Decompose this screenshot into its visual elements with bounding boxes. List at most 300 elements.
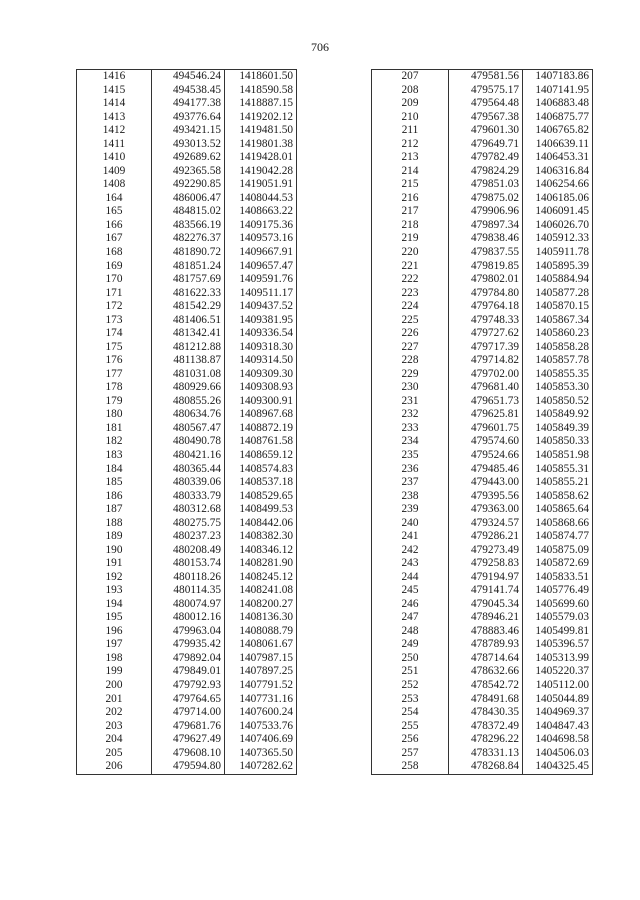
y-coordinate-cell: 1409318.30 [225,341,297,355]
x-coordinate-cell: 479838.46 [449,232,523,246]
table-row [372,544,593,558]
x-coordinate-cell: 480237.23 [152,530,225,544]
point-number-cell: 256 [372,733,449,747]
x-coordinate-cell: 481890.72 [152,246,225,260]
y-coordinate-cell: 1408529.65 [225,489,297,503]
x-coordinate-cell: 493421.15 [152,124,225,138]
y-coordinate-cell: 1405870.15 [523,300,593,314]
y-coordinate-cell: 1408967.68 [225,408,297,422]
table-row [77,584,297,598]
point-number-cell: 200 [77,679,152,693]
table-row [77,151,297,165]
point-number-cell: 215 [372,178,449,192]
point-number-cell: 190 [77,544,152,558]
x-coordinate-cell: 479625.81 [449,408,523,422]
table-row [372,192,593,206]
table-row [372,489,593,503]
table-row [77,611,297,625]
table-row [77,720,297,734]
x-coordinate-cell: 479764.65 [152,692,225,706]
x-coordinate-cell: 480855.26 [152,395,225,409]
point-number-cell: 206 [77,760,152,774]
page-number: 706 [311,40,329,54]
y-coordinate-cell: 1408281.90 [225,557,297,571]
table-row [372,517,593,531]
x-coordinate-cell: 478883.46 [449,625,523,639]
x-coordinate-cell: 479363.00 [449,503,523,517]
x-coordinate-cell: 479764.18 [449,300,523,314]
x-coordinate-cell: 481406.51 [152,314,225,328]
table-row [77,70,297,84]
table-row [372,327,593,341]
table-row [372,124,593,138]
point-number-cell: 240 [372,517,449,531]
x-coordinate-cell: 479194.97 [449,571,523,585]
x-coordinate-cell: 479837.55 [449,246,523,260]
table-row [77,435,297,449]
table-row [77,341,297,355]
x-coordinate-cell: 479681.76 [152,720,225,734]
table-row [77,476,297,490]
x-coordinate-cell: 479935.42 [152,638,225,652]
point-number-cell: 223 [372,287,449,301]
x-coordinate-cell: 479651.73 [449,395,523,409]
point-number-cell: 186 [77,489,152,503]
table-row [77,97,297,111]
y-coordinate-cell: 1409573.16 [225,232,297,246]
point-number-cell: 171 [77,287,152,301]
table-row [77,760,297,774]
y-coordinate-cell: 1408872.19 [225,422,297,436]
table-row [372,476,593,490]
y-coordinate-cell: 1409309.30 [225,368,297,382]
point-number-cell: 227 [372,341,449,355]
table-row [77,327,297,341]
y-coordinate-cell: 1405849.39 [523,422,593,436]
y-coordinate-cell: 1405579.03 [523,611,593,625]
point-number-cell: 208 [372,84,449,98]
y-coordinate-cell: 1405858.62 [523,489,593,503]
y-coordinate-cell: 1405112.00 [523,679,593,693]
y-coordinate-cell: 1409175.36 [225,219,297,233]
x-coordinate-cell: 479714.00 [152,706,225,720]
y-coordinate-cell: 1409300.91 [225,395,297,409]
x-coordinate-cell: 479273.49 [449,544,523,558]
x-coordinate-cell: 493013.52 [152,138,225,152]
point-number-cell: 1416 [77,70,152,84]
point-number-cell: 180 [77,408,152,422]
point-number-cell: 1410 [77,151,152,165]
x-coordinate-cell: 480312.68 [152,503,225,517]
table-row [372,408,593,422]
point-number-cell: 1409 [77,165,152,179]
x-coordinate-cell: 479727.62 [449,327,523,341]
x-coordinate-cell: 479581.56 [449,70,523,84]
point-number-cell: 176 [77,354,152,368]
y-coordinate-cell: 1409667.91 [225,246,297,260]
x-coordinate-cell: 480118.26 [152,571,225,585]
point-number-cell: 204 [77,733,152,747]
y-coordinate-cell: 1405865.64 [523,503,593,517]
table-row [372,368,593,382]
y-coordinate-cell: 1405396.57 [523,638,593,652]
x-coordinate-cell: 479395.56 [449,489,523,503]
point-number-cell: 253 [372,692,449,706]
table-row [372,205,593,219]
table-row [77,679,297,693]
x-coordinate-cell: 479567.38 [449,111,523,125]
x-coordinate-cell: 478430.35 [449,706,523,720]
point-number-cell: 236 [372,462,449,476]
table-row [372,259,593,273]
table-row [372,692,593,706]
point-number-cell: 232 [372,408,449,422]
x-coordinate-cell: 479627.49 [152,733,225,747]
y-coordinate-cell: 1405855.31 [523,462,593,476]
y-coordinate-cell: 1405833.51 [523,571,593,585]
x-coordinate-cell: 479714.82 [449,354,523,368]
x-coordinate-cell: 484815.02 [152,205,225,219]
y-coordinate-cell: 1409381.95 [225,314,297,328]
x-coordinate-cell: 479141.74 [449,584,523,598]
point-number-cell: 210 [372,111,449,125]
point-number-cell: 165 [77,205,152,219]
x-coordinate-cell: 478789.93 [449,638,523,652]
table-row [372,273,593,287]
y-coordinate-cell: 1407406.69 [225,733,297,747]
x-coordinate-cell: 480490.78 [152,435,225,449]
y-coordinate-cell: 1408044.53 [225,192,297,206]
table-row [77,273,297,287]
x-coordinate-cell: 479892.04 [152,652,225,666]
point-number-cell: 205 [77,747,152,761]
point-number-cell: 247 [372,611,449,625]
table-row [77,625,297,639]
point-number-cell: 194 [77,598,152,612]
point-number-cell: 233 [372,422,449,436]
table-row [77,111,297,125]
x-coordinate-cell: 481757.69 [152,273,225,287]
point-number-cell: 169 [77,259,152,273]
point-number-cell: 230 [372,381,449,395]
coordinate-table-right-body [372,70,593,775]
point-number-cell: 251 [372,665,449,679]
x-coordinate-cell: 480114.35 [152,584,225,598]
y-coordinate-cell: 1404325.45 [523,760,593,774]
x-coordinate-cell: 479782.49 [449,151,523,165]
point-number-cell: 167 [77,232,152,246]
point-number-cell: 249 [372,638,449,652]
table-row [77,638,297,652]
point-number-cell: 213 [372,151,449,165]
y-coordinate-cell: 1408659.12 [225,449,297,463]
point-number-cell: 258 [372,760,449,774]
x-coordinate-cell: 479897.34 [449,219,523,233]
point-number-cell: 185 [77,476,152,490]
point-number-cell: 234 [372,435,449,449]
y-coordinate-cell: 1404969.37 [523,706,593,720]
point-number-cell: 184 [77,462,152,476]
point-number-cell: 211 [372,124,449,138]
point-number-cell: 231 [372,395,449,409]
x-coordinate-cell: 494538.45 [152,84,225,98]
table-row [77,259,297,273]
y-coordinate-cell: 1407183.86 [523,70,593,84]
point-number-cell: 196 [77,625,152,639]
table-row [77,219,297,233]
y-coordinate-cell: 1408761.58 [225,435,297,449]
x-coordinate-cell: 479851.03 [449,178,523,192]
y-coordinate-cell: 1408382.30 [225,530,297,544]
x-coordinate-cell: 478331.13 [449,747,523,761]
y-coordinate-cell: 1407600.24 [225,706,297,720]
y-coordinate-cell: 1419428.01 [225,151,297,165]
y-coordinate-cell: 1406875.77 [523,111,593,125]
table-row [372,422,593,436]
point-number-cell: 193 [77,584,152,598]
table-row [372,435,593,449]
point-number-cell: 1414 [77,97,152,111]
point-number-cell: 220 [372,246,449,260]
table-row [77,138,297,152]
y-coordinate-cell: 1419202.12 [225,111,297,125]
table-row [77,422,297,436]
table-row [77,368,297,382]
table-row [372,571,593,585]
point-number-cell: 198 [77,652,152,666]
y-coordinate-cell: 1408537.18 [225,476,297,490]
y-coordinate-cell: 1407791.52 [225,679,297,693]
point-number-cell: 218 [372,219,449,233]
point-number-cell: 170 [77,273,152,287]
x-coordinate-cell: 479601.75 [449,422,523,436]
x-coordinate-cell: 480339.06 [152,476,225,490]
y-coordinate-cell: 1405855.35 [523,368,593,382]
y-coordinate-cell: 1404847.43 [523,720,593,734]
y-coordinate-cell: 1405220.37 [523,665,593,679]
table-row [77,517,297,531]
table-row [372,665,593,679]
table-row [372,341,593,355]
point-number-cell: 248 [372,625,449,639]
table-row [77,287,297,301]
table-row [372,314,593,328]
point-number-cell: 244 [372,571,449,585]
x-coordinate-cell: 481342.41 [152,327,225,341]
table-row [77,747,297,761]
x-coordinate-cell: 480275.75 [152,517,225,531]
point-number-cell: 174 [77,327,152,341]
y-coordinate-cell: 1418887.15 [225,97,297,111]
point-number-cell: 197 [77,638,152,652]
x-coordinate-cell: 479819.85 [449,259,523,273]
point-number-cell: 183 [77,449,152,463]
x-coordinate-cell: 479324.57 [449,517,523,531]
table-row [372,720,593,734]
x-coordinate-cell: 493776.64 [152,111,225,125]
table-row [77,300,297,314]
x-coordinate-cell: 479575.17 [449,84,523,98]
point-number-cell: 201 [77,692,152,706]
y-coordinate-cell: 1408663.22 [225,205,297,219]
point-number-cell: 246 [372,598,449,612]
y-coordinate-cell: 1405776.49 [523,584,593,598]
y-coordinate-cell: 1405912.33 [523,232,593,246]
point-number-cell: 1412 [77,124,152,138]
point-number-cell: 199 [77,665,152,679]
y-coordinate-cell: 1418590.58 [225,84,297,98]
table-row [372,84,593,98]
x-coordinate-cell: 479824.29 [449,165,523,179]
point-number-cell: 257 [372,747,449,761]
point-number-cell: 226 [372,327,449,341]
point-number-cell: 1408 [77,178,152,192]
y-coordinate-cell: 1408088.79 [225,625,297,639]
x-coordinate-cell: 494177.38 [152,97,225,111]
x-coordinate-cell: 479748.33 [449,314,523,328]
table-row [372,232,593,246]
table-row [77,665,297,679]
x-coordinate-cell: 481212.88 [152,341,225,355]
coordinate-table-left [76,69,297,775]
point-number-cell: 168 [77,246,152,260]
y-coordinate-cell: 1419481.50 [225,124,297,138]
y-coordinate-cell: 1408574.83 [225,462,297,476]
y-coordinate-cell: 1409308.93 [225,381,297,395]
point-number-cell: 212 [372,138,449,152]
x-coordinate-cell: 480208.49 [152,544,225,558]
table-row [77,205,297,219]
point-number-cell: 209 [372,97,449,111]
x-coordinate-cell: 478268.84 [449,760,523,774]
x-coordinate-cell: 479802.01 [449,273,523,287]
y-coordinate-cell: 1405872.69 [523,557,593,571]
x-coordinate-cell: 478491.68 [449,692,523,706]
y-coordinate-cell: 1408200.27 [225,598,297,612]
point-number-cell: 195 [77,611,152,625]
x-coordinate-cell: 481622.33 [152,287,225,301]
table-row [372,354,593,368]
table-row [372,151,593,165]
point-number-cell: 175 [77,341,152,355]
y-coordinate-cell: 1405699.60 [523,598,593,612]
table-row [77,192,297,206]
point-number-cell: 225 [372,314,449,328]
point-number-cell: 1413 [77,111,152,125]
table-row [77,395,297,409]
table-row [77,489,297,503]
y-coordinate-cell: 1408499.53 [225,503,297,517]
point-number-cell: 182 [77,435,152,449]
y-coordinate-cell: 1408442.06 [225,517,297,531]
table-row [372,287,593,301]
point-number-cell: 216 [372,192,449,206]
x-coordinate-cell: 479443.00 [449,476,523,490]
y-coordinate-cell: 1406091.45 [523,205,593,219]
point-number-cell: 245 [372,584,449,598]
table-row [372,395,593,409]
table-row [372,138,593,152]
x-coordinate-cell: 479849.01 [152,665,225,679]
y-coordinate-cell: 1419042.28 [225,165,297,179]
point-number-cell: 252 [372,679,449,693]
point-number-cell: 202 [77,706,152,720]
table-row [77,557,297,571]
x-coordinate-cell: 479485.46 [449,462,523,476]
point-number-cell: 228 [372,354,449,368]
y-coordinate-cell: 1419051.91 [225,178,297,192]
y-coordinate-cell: 1405855.21 [523,476,593,490]
table-row [77,733,297,747]
point-number-cell: 238 [372,489,449,503]
x-coordinate-cell: 483566.19 [152,219,225,233]
y-coordinate-cell: 1407533.76 [225,720,297,734]
table-row [372,760,593,774]
x-coordinate-cell: 478542.72 [449,679,523,693]
x-coordinate-cell: 480012.16 [152,611,225,625]
y-coordinate-cell: 1405851.98 [523,449,593,463]
x-coordinate-cell: 480567.47 [152,422,225,436]
table-row [372,449,593,463]
y-coordinate-cell: 1405877.28 [523,287,593,301]
x-coordinate-cell: 479717.39 [449,341,523,355]
y-coordinate-cell: 1406883.48 [523,97,593,111]
point-number-cell: 181 [77,422,152,436]
y-coordinate-cell: 1407282.62 [225,760,297,774]
y-coordinate-cell: 1418601.50 [225,70,297,84]
x-coordinate-cell: 481851.24 [152,259,225,273]
x-coordinate-cell: 478296.22 [449,733,523,747]
y-coordinate-cell: 1409591.76 [225,273,297,287]
table-row [372,733,593,747]
x-coordinate-cell: 479875.02 [449,192,523,206]
table-row [77,692,297,706]
table-row [77,462,297,476]
table-row [372,97,593,111]
point-number-cell: 179 [77,395,152,409]
x-coordinate-cell: 480421.16 [152,449,225,463]
point-number-cell: 229 [372,368,449,382]
table-row [372,530,593,544]
y-coordinate-cell: 1407731.16 [225,692,297,706]
point-number-cell: 1415 [77,84,152,98]
x-coordinate-cell: 479286.21 [449,530,523,544]
y-coordinate-cell: 1409314.50 [225,354,297,368]
point-number-cell: 178 [77,381,152,395]
point-number-cell: 222 [372,273,449,287]
table-row [77,706,297,720]
y-coordinate-cell: 1405875.09 [523,544,593,558]
table-row [372,178,593,192]
point-number-cell: 250 [372,652,449,666]
point-number-cell: 207 [372,70,449,84]
y-coordinate-cell: 1419801.38 [225,138,297,152]
point-number-cell: 235 [372,449,449,463]
table-row [372,706,593,720]
x-coordinate-cell: 479045.34 [449,598,523,612]
table-row [77,408,297,422]
y-coordinate-cell: 1405849.92 [523,408,593,422]
y-coordinate-cell: 1405850.33 [523,435,593,449]
x-coordinate-cell: 480365.44 [152,462,225,476]
point-number-cell: 166 [77,219,152,233]
y-coordinate-cell: 1408061.67 [225,638,297,652]
point-number-cell: 173 [77,314,152,328]
table-row [372,679,593,693]
x-coordinate-cell: 481138.87 [152,354,225,368]
point-number-cell: 189 [77,530,152,544]
x-coordinate-cell: 478946.21 [449,611,523,625]
